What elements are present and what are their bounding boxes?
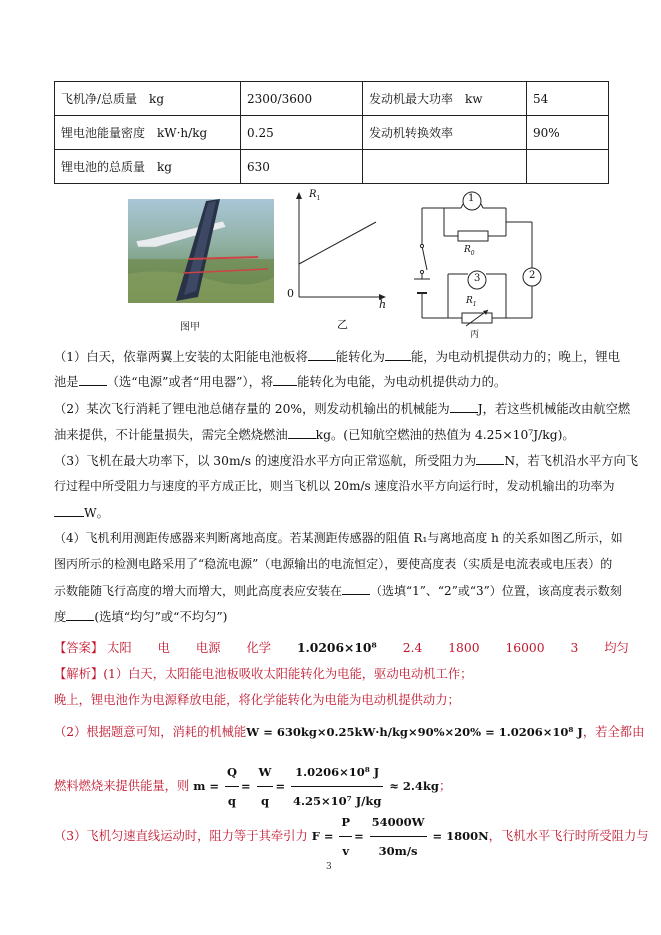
q3-line3: W。 <box>54 504 109 521</box>
figure-jia-caption: 图甲 <box>180 322 200 333</box>
table-cell <box>527 150 609 184</box>
q3-line2: 行过程中所受阻力与速度的平方成正比，则当飞机以 20m/s 速度沿水平方向运行时，发动机输出的功率为 <box>54 479 615 493</box>
yi-ylabel: $R_1$ <box>309 189 321 202</box>
q4-line2: 图丙所示的检测电路采用了“稳流电源”（电源输出的电流恒定），要使高度表（实质是电流表或电压表）的 <box>54 557 613 571</box>
circuit-diagram <box>410 190 560 340</box>
table-cell: 2300/3600 <box>241 82 363 116</box>
q4-line4: 度 (选填“均匀”或“不均匀”) <box>54 610 228 624</box>
q1-line2: 池是 （选“电源”或者“用电器”），将 能转化为电能，为电动机提供动力的。 <box>54 375 507 389</box>
analysis-line5: （3）飞机匀速直线运动时，阻力等于其牵引力 F = $\frac{P}{v}$ = $\frac{54000W}{30m/s}$ = 1800N，飞机水平飞行时所受阻力与 <box>54 808 649 865</box>
page-number: 3 <box>326 862 332 872</box>
solar-plane-photo <box>128 199 274 303</box>
analysis-line4: 燃料燃烧来提供能量，则 m = $\frac{Q}{q}$ = $\frac{W}{q}$ = $\frac{\text{1.0206×10⁸ J}}{\text{4.25×10⁷ J/kg}}$ ≈ 2.4kg； <box>54 758 451 815</box>
table-cell: 发动机转换效率 <box>363 116 527 150</box>
answer-line: 【答案】 太阳 电 电源 化学 1.0206×10⁸ 2.4 1800 16000 3 均匀 <box>54 640 629 655</box>
meter-3-label: 3 <box>474 273 481 284</box>
table-cell: 90% <box>527 116 609 150</box>
analysis-line2: 晚上，锂电池作为电源释放电能，将化学能转化为电能为电动机提供动力； <box>54 693 460 707</box>
meter-2-label: 2 <box>529 270 536 281</box>
q4-line3: 示数能随飞行高度的增大而增大，则此高度表应安装在 （选填“1”、“2”或“3”）位置，该高度表示数刻 <box>54 584 622 598</box>
table-row <box>55 116 609 150</box>
table-cell: 发动机最大功率 kw <box>363 82 527 116</box>
analysis-line3: （2）根据题意可知，消耗的机械能W = 630kg×0.25kW·h/kg×90%×20% = 1.0206×10⁸ J，若全都由 <box>54 725 645 739</box>
spec-table <box>54 81 609 184</box>
answer-label: 【答案】 <box>54 641 104 655</box>
meter-1-label: 1 <box>468 193 475 204</box>
table-cell: 0.25 <box>241 116 363 150</box>
q4-line1: （4）飞机利用测距传感器来判断离地高度。若某测距传感器的阻值 R₁与离地高度 h 的关系如图乙所示，如 <box>54 531 623 545</box>
yi-xlabel: h <box>379 298 387 311</box>
table-row <box>55 82 609 116</box>
figure-bing-caption: 丙 <box>470 330 480 340</box>
table-cell: 630 <box>241 150 363 184</box>
table-cell: 锂电池能量密度 kW·h/kg <box>55 116 241 150</box>
q2-line2: 油来提供，不计能量损失，需完全燃烧燃油 kg。(已知航空燃油的热值为 4.25×10⁷J/kg)。 <box>54 428 575 442</box>
table-cell: 飞机净/总质量 kg <box>55 82 241 116</box>
yi-origin: 0 <box>287 287 294 300</box>
analysis-line1: 【解析】(1）白天，太阳能电池板吸收太阳能转化为电能，驱动电动机工作； <box>54 667 473 681</box>
r0-label: $R_0$ <box>464 245 475 257</box>
table-cell: 锂电池的总质量 kg <box>55 150 241 184</box>
q3-line1: （3）飞机在最大功率下，以 30m/s 的速度沿水平方向正常巡航，所受阻力为 N，若飞机沿水平方向飞 <box>54 454 639 468</box>
q1-line1: （1）白天，依靠两翼上安装的太阳能电池板将 能转化为 能，为电动机提供动力的；晚上，锂电 <box>54 350 621 364</box>
r1-h-line <box>299 222 376 264</box>
q2-line1: （2）某次飞行消耗了锂电池总储存量的 20%，则发动机输出的机械能为 J，若这些机械能改由航空燃 <box>54 402 631 416</box>
r1-label: $R_1$ <box>466 296 477 308</box>
table-cell <box>363 150 527 184</box>
analysis-label: 【解析】 <box>54 667 104 681</box>
table-row <box>55 150 609 184</box>
table-cell: 54 <box>527 82 609 116</box>
figure-yi-caption: 乙 <box>337 318 348 331</box>
